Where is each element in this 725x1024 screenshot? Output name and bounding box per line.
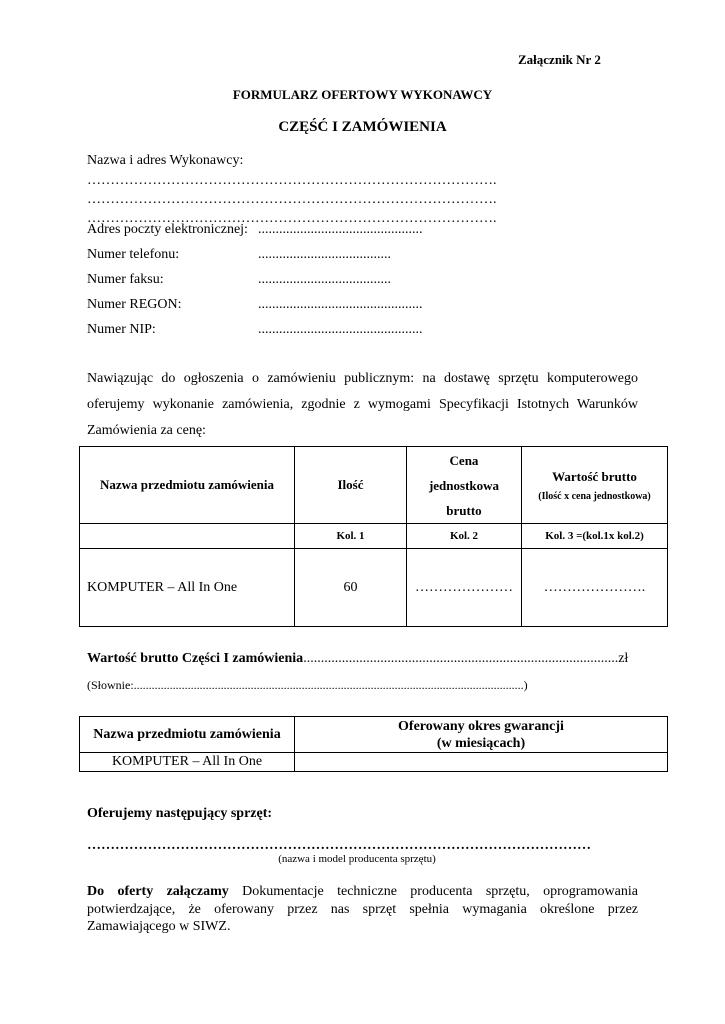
header-unit-price: [407, 447, 522, 524]
phone-field: ......................................: [258, 247, 391, 262]
contractor-name-label: Nazwa i adres Wykonawcy:: [87, 153, 244, 168]
warranty-header-item-name: Nazwa przedmiotu zamówienia: [80, 717, 295, 753]
attach-line-1-rest: Dokumentacje techniczne producenta sprzętu, oprogramowania: [228, 884, 638, 899]
header-unit-price-line-1: Cena: [449, 452, 479, 468]
equipment-field[interactable]: ………………………………………………………………………………………………: [87, 838, 591, 853]
kol-2: Kol. 2: [407, 524, 522, 549]
warranty-header-period-line-2: (w miesiącach): [436, 735, 526, 751]
header-gross-value-formula: (Ilość x cena jednostkowa): [538, 490, 651, 502]
header-unit-price-line-3: brutto: [446, 502, 482, 518]
total-field[interactable]: ..........................................................................................: [303, 651, 619, 666]
attach-line-2: potwierdzające, że oferowany przez nas sprzęt spełnia wymagania określone przez: [87, 902, 638, 917]
unit-price-field[interactable]: …………………: [407, 549, 522, 627]
total-label: Wartość brutto Części I zamówienia: [87, 651, 304, 666]
total-line: [87, 651, 628, 667]
warranty-period-field[interactable]: [295, 753, 668, 772]
intro-line-3: Zamówienia za cenę:: [87, 423, 206, 438]
email-label: Adres poczty elektronicznej:: [87, 222, 248, 237]
warranty-item-name-cell: KOMPUTER – All In One: [80, 753, 295, 772]
form-subtitle: CZĘŚĆ I ZAMÓWIENIA: [278, 119, 447, 135]
nip-field: ...............................................: [258, 322, 423, 337]
attach-bold: Do oferty załączamy: [87, 884, 229, 899]
attachment-number: Załącznik Nr 2: [518, 52, 601, 67]
item-name-cell: KOMPUTER – All In One: [80, 549, 295, 627]
fax-label: Numer faksu:: [87, 272, 164, 287]
header-gross-value-title: Wartość brutto: [552, 468, 637, 484]
header-unit-price-line-2: jednostkowa: [428, 477, 500, 493]
contractor-address-line-3: …………………………………………………………………………….: [87, 211, 497, 226]
regon-label: Numer REGON:: [87, 297, 182, 312]
contractor-address-line-2: …………………………………………………………………………….: [87, 192, 497, 207]
kol-3: Kol. 3 =(kol.1x kol.2): [522, 524, 668, 549]
kol-empty-cell: [80, 524, 295, 549]
attach-line-1: [87, 884, 638, 900]
quantity-cell: 60: [295, 549, 407, 627]
warranty-table: [79, 716, 668, 772]
equipment-label: Oferujemy następujący sprzęt:: [87, 806, 273, 821]
total-in-words-field[interactable]: (Słownie:..................................................................................................................................): [87, 678, 528, 692]
warranty-header-period-line-1: Oferowany okres gwarancji: [398, 718, 564, 734]
header-item-name: Nazwa przedmiotu zamówienia: [80, 447, 295, 524]
price-table: [79, 446, 668, 627]
contractor-address-line-1: …………………………………………………………………………….: [87, 173, 497, 188]
equipment-caption: (nazwa i model producenta sprzętu): [278, 853, 436, 865]
phone-label: Numer telefonu:: [87, 247, 180, 262]
currency-label: zł: [618, 651, 629, 666]
attach-line-3: Zamawiającego w SIWZ.: [87, 919, 231, 934]
form-title: FORMULARZ OFERTOWY WYKONAWCY: [232, 87, 493, 102]
fax-field: ......................................: [258, 272, 391, 287]
header-quantity: Ilość: [295, 447, 407, 524]
intro-line-2: oferujemy wykonanie zamówienia, zgodnie z wymogami Specyfikacji Istotnych Warunków: [87, 397, 638, 412]
nip-label: Numer NIP:: [87, 322, 156, 337]
gross-value-field[interactable]: ………………….: [522, 549, 668, 627]
warranty-header-period: [295, 717, 668, 753]
regon-field: ...............................................: [258, 297, 423, 312]
intro-line-1: Nawiązując do ogłoszenia o zamówieniu publicznym: na dostawę sprzętu komputerowego: [87, 371, 638, 386]
header-gross-value: [522, 447, 668, 524]
kol-1: Kol. 1: [295, 524, 407, 549]
email-field: ...............................................: [258, 222, 423, 237]
